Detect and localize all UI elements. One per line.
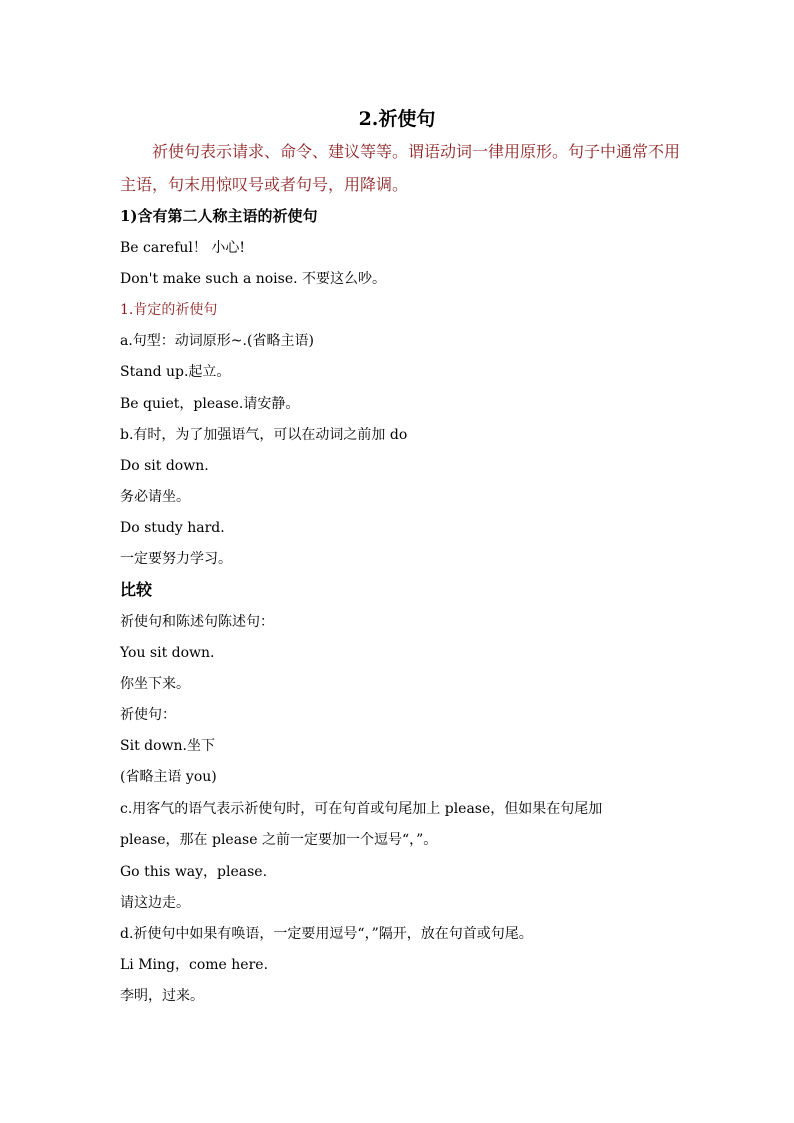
example-5: Do sit down.	[120, 458, 209, 474]
pattern-d: d.祈使句中如果有唤语，一定要用逗号“，”隔开，放在句首或句尾。	[120, 926, 533, 942]
pattern-a: a.句型：动词原形~.(省略主语)	[120, 333, 314, 349]
example-8-note: (省略主语 you)	[120, 769, 217, 785]
compare-line: 祈使句和陈述句陈述句：	[120, 614, 274, 630]
example-10: Li Ming，come here.	[120, 957, 269, 973]
example-8: Sit down.坐下	[120, 738, 215, 754]
imperative-label: 祈使句：	[120, 707, 176, 723]
subheading-affirmative: 1.肯定的祈使句	[120, 302, 218, 318]
pattern-c-line-2: please，那在 please 之前一定要加一个逗号“，”。	[120, 832, 438, 848]
example-7: You sit down.	[120, 645, 215, 661]
example-7-translation: 你坐下来。	[120, 676, 190, 692]
intro-line-1: 祈使句表示请求、命令、建议等等。谓语动词一律用原形。句子中通常不用	[152, 142, 681, 161]
example-6-translation: 一定要努力学习。	[120, 551, 232, 567]
example-9-translation: 请这边走。	[120, 895, 190, 911]
example-4: Be quiet，please.请安静。	[120, 396, 300, 412]
section-heading-1: 1)含有第二人称主语的祈使句	[120, 207, 318, 225]
example-5-translation: 务必请坐。	[120, 489, 190, 505]
example-10-translation: 李明，过来。	[120, 988, 204, 1004]
compare-heading: 比较	[120, 580, 153, 599]
example-9: Go this way，please.	[120, 864, 268, 880]
pattern-c-line-1: c.用客气的语气表示祈使句时，可在句首或句尾加上 please，但如果在句尾加	[120, 801, 603, 817]
example-3: Stand up.起立。	[120, 364, 231, 380]
pattern-b: b.有时，为了加强语气，可以在动词之前加 do	[120, 427, 408, 443]
example-1: Be careful！ 小心!	[120, 240, 245, 256]
example-6: Do study hard.	[120, 520, 225, 536]
page-title: 2.祈使句	[358, 108, 436, 130]
intro-line-2: 主语，句末用惊叹号或者句号，用降调。	[120, 175, 409, 194]
example-2: Don't make such a noise. 不要这么吵。	[120, 271, 387, 287]
